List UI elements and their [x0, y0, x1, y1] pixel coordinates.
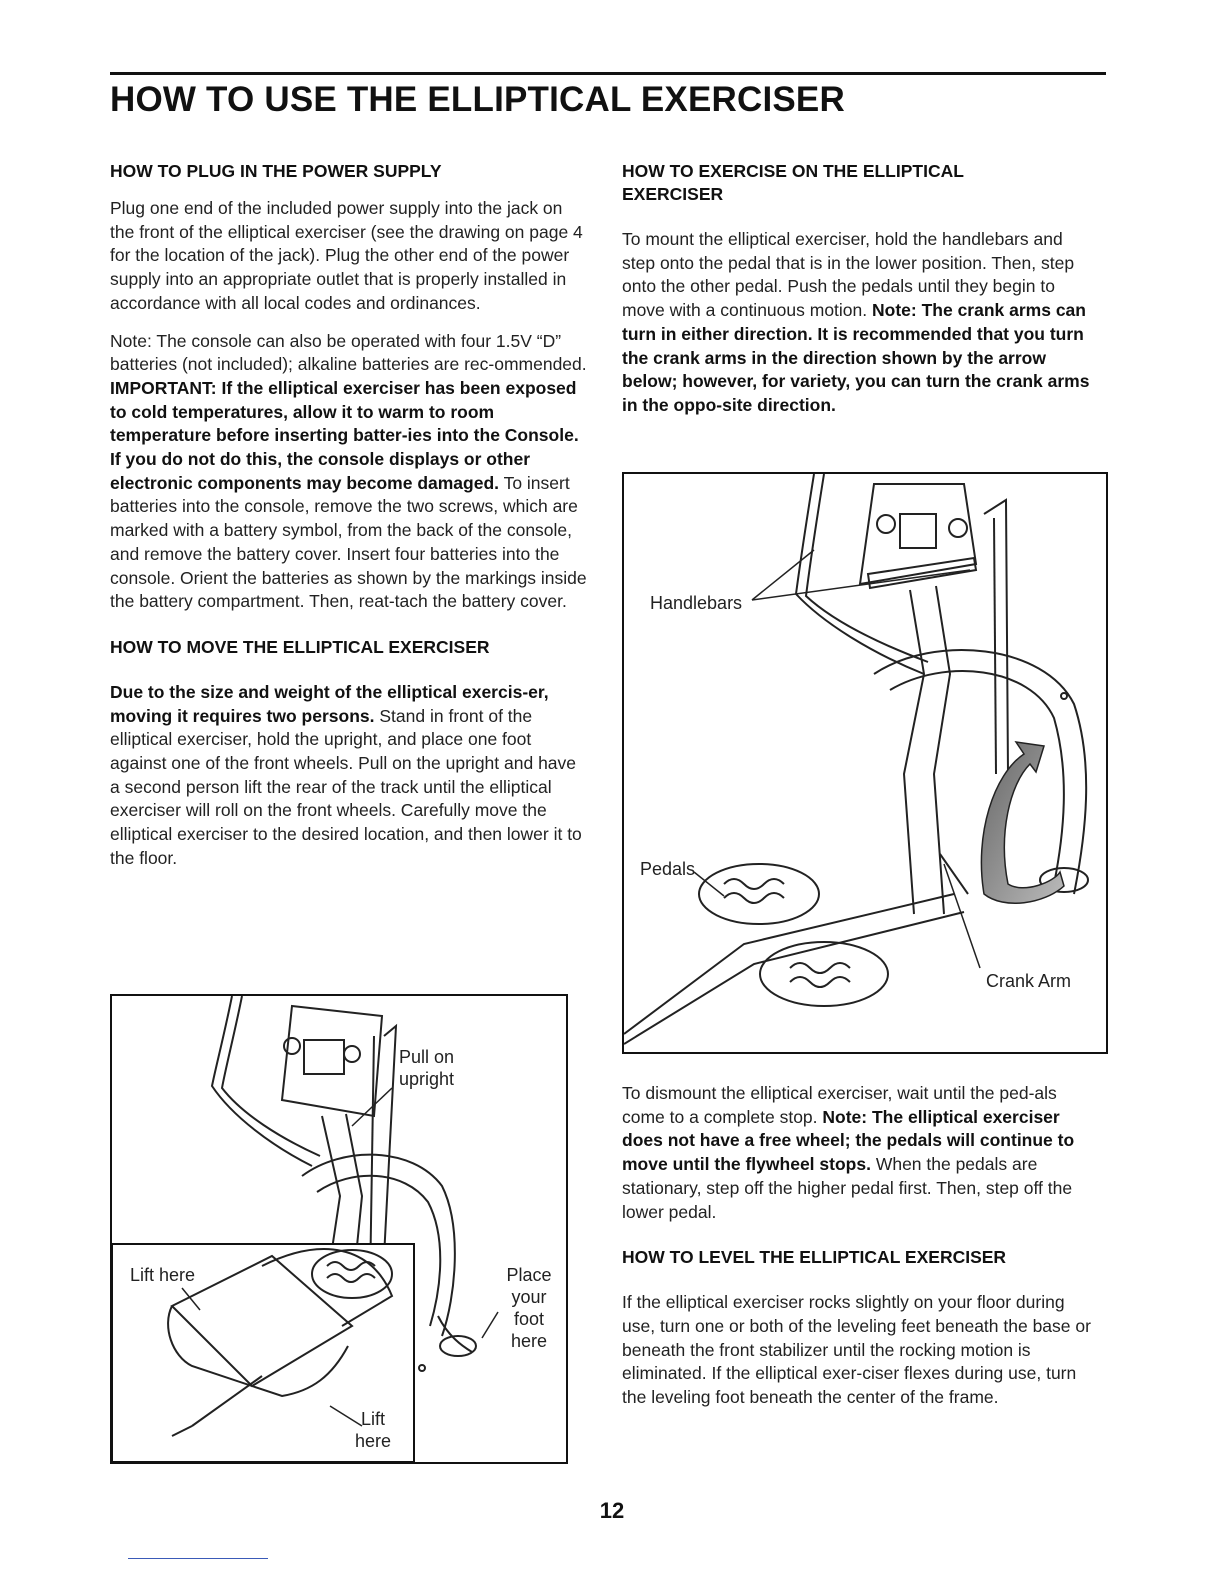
crank-note: Note: The crank arms can turn in either direction. It is recommended that you turn the crank arms in the direction shown by the arrow below; however, for variety, you can turn the crank arms in the oppo-site direction.	[622, 300, 1090, 415]
level-paragraph: If the elliptical exerciser rocks slightly on your floor during use, turn one or both of the leveling feet beneath the base or beneath the front stabilizer until the rocking motion is eliminated. If the elliptical exer-ciser flexes during use, turn the leveling foot beneath the center of the frame.	[622, 1292, 1091, 1408]
pull-upright-label: Pull on upright	[399, 1047, 455, 1089]
page-number: 12	[599, 1498, 625, 1523]
power-supply-paragraph: Plug one end of the included power supply into the jack on the front of the elliptical exerciser (see the drawing on page 4 for the location of the jack). Plug the other end of the power supply into an appropriate outlet that is properly installed in accordance with all local codes and ordinances.	[110, 198, 583, 313]
move-instructions: Stand in front of the elliptical exerciser, hold the upright, and place one foot against one of the front wheels. Pull on the upright and have a second person lift the rear of the track until the elliptical exerciser will roll on the front wheels. Carefully move the elliptical exerciser to the desired location, and then lower it to the floor.	[110, 705, 582, 868]
mount-instructions: To mount the elliptical exerciser, hold the handlebars and step onto the pedal that is in the lower position. Then, step onto the other pedal. Push the pedals until they begin to move with a continuous motion.	[622, 229, 1075, 321]
left-column	[110, 160, 588, 871]
move-paragraph	[110, 681, 588, 871]
move-figure	[110, 994, 568, 1464]
move-warning: Due to the size and weight of the elliptical exercis-er, moving it requires two persons.	[110, 681, 549, 726]
battery-warning: IMPORTANT: If the elliptical exerciser has been exposed to cold temperatures, allow it to warm to room temperature before inserting batter-ies into the Console. If you do not do this, the console displays or other electronic components may become damaged.	[110, 377, 579, 493]
flywheel-note: Note: The elliptical exerciser does not have a free wheel; the pedals will continue to move until the flywheel stops.	[622, 1106, 1075, 1175]
footer-line	[128, 1558, 268, 1559]
move-heading: HOW TO MOVE THE ELLIPTICAL EXERCISER	[110, 636, 490, 657]
mount-paragraph	[622, 228, 1100, 418]
place-foot-label: Place your foot here	[506, 1265, 552, 1351]
right-column	[622, 160, 1100, 418]
title-rule	[110, 72, 1106, 75]
battery-paragraph	[110, 330, 588, 614]
level-heading: HOW TO LEVEL THE ELLIPTICAL EXERCISER	[622, 1247, 1007, 1268]
handlebars-label: Handlebars	[650, 593, 743, 613]
lift-here-bottom-label: Lift here	[354, 1409, 392, 1451]
page-title: HOW TO USE THE ELLIPTICAL EXERCISER	[110, 80, 845, 119]
exercise-heading: HOW TO EXERCISE ON THE ELLIPTICAL EXERCISER	[622, 161, 964, 204]
exercise-figure	[622, 472, 1108, 1054]
dismount-paragraph	[622, 1082, 1100, 1224]
exercise-illustration	[624, 474, 1106, 1052]
pedals-label: Pedals	[640, 859, 696, 879]
dismount-instructions: To dismount the elliptical exerciser, wait until the ped-als come to a complete stop.	[622, 1083, 1057, 1127]
battery-note: Note: The console can also be operated with four 1.5V “D” batteries (not included); alkaline batteries are rec-ommended.	[110, 330, 587, 375]
right-column-lower	[622, 1082, 1100, 1410]
crank-arm-label: Crank Arm	[986, 971, 1072, 991]
dismount-steps: When the pedals are stationary, step off the higher pedal first. Then, step off the lower pedal.	[622, 1154, 1073, 1222]
battery-instructions: To insert batteries into the console, remove the two screws, which are marked with a battery symbol, from the back of the console, and remove the battery cover. Insert four batteries into the console. Orient the batteries as shown by the markings inside the battery compartment. Then, reat-tach the battery cover.	[110, 472, 587, 612]
lift-here-top-label: Lift here	[130, 1265, 196, 1285]
power-supply-heading: HOW TO PLUG IN THE POWER SUPPLY	[110, 161, 442, 181]
